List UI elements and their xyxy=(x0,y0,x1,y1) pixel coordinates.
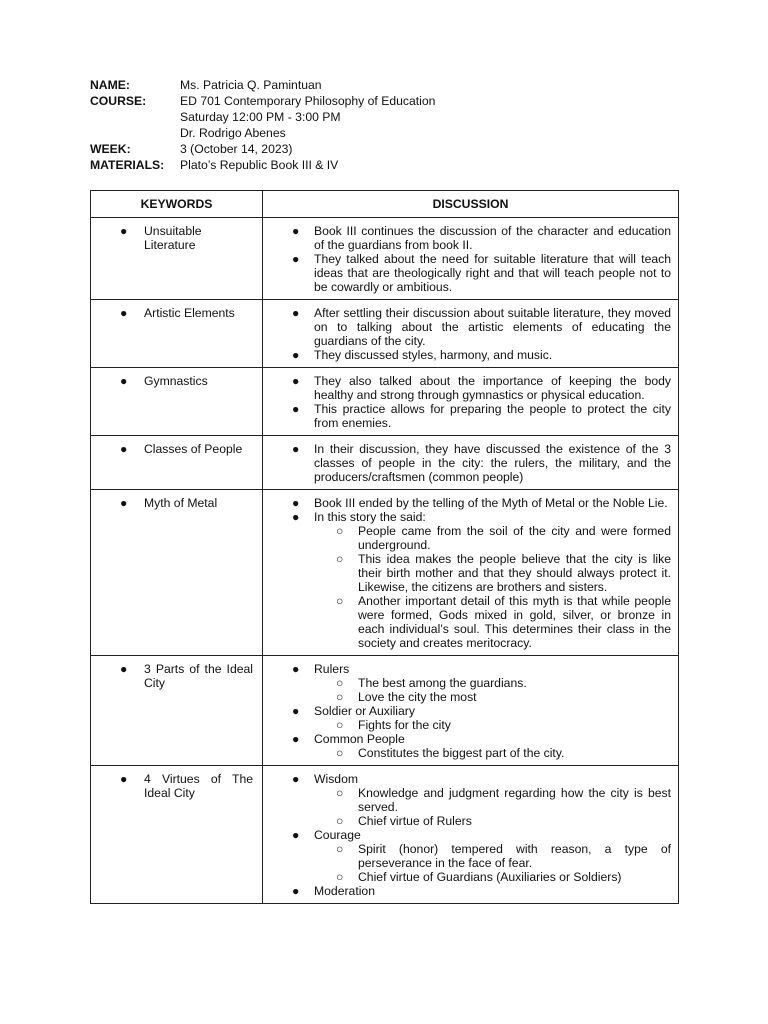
discussion-text: Book III continues the discussion of the character and education of the guardians from book II. xyxy=(314,224,671,252)
circle-bullet-icon: ○ xyxy=(336,594,344,608)
header-professor-row xyxy=(90,125,435,141)
name-label: NAME: xyxy=(90,78,130,92)
keyword-item xyxy=(92,657,261,694)
discussion-item xyxy=(292,884,671,898)
keyword-item xyxy=(92,369,261,392)
keyword-item xyxy=(92,767,261,804)
discussion-item xyxy=(292,402,671,430)
course-name: ED 701 Contemporary Philosophy of Education xyxy=(180,94,436,108)
discussion-subitem xyxy=(292,524,671,552)
course-schedule: Saturday 12:00 PM - 3:00 PM xyxy=(180,110,341,124)
bullet-icon: ● xyxy=(292,496,300,510)
bullet-icon: ● xyxy=(120,306,128,320)
bullet-icon: ● xyxy=(292,662,300,676)
discussion-list xyxy=(264,369,677,434)
bullet-icon: ● xyxy=(292,374,300,388)
circle-bullet-icon: ○ xyxy=(336,718,344,732)
discussion-text: Rulers xyxy=(314,662,350,676)
discussion-cell xyxy=(263,368,679,436)
header-course-row xyxy=(90,93,435,109)
bullet-icon: ● xyxy=(292,442,300,456)
discussion-text: This practice allows for preparing the people to protect the city from enemies. xyxy=(314,402,671,430)
keyword-cell xyxy=(91,766,263,904)
bullet-icon: ● xyxy=(292,732,300,746)
bullet-icon: ● xyxy=(120,374,128,388)
discussion-subtext: Spirit (honor) tempered with reason, a type of perseverance in the face of fear. xyxy=(358,842,671,870)
discussion-text: Book III ended by the telling of the Myth of Metal or the Noble Lie. xyxy=(314,496,668,510)
discussion-item xyxy=(292,496,671,510)
discussion-item xyxy=(292,662,671,676)
keyword-cell xyxy=(91,490,263,656)
bullet-icon: ● xyxy=(292,224,300,238)
discussion-subitem xyxy=(292,746,671,760)
circle-bullet-icon: ○ xyxy=(336,524,344,538)
discussion-subtext: Knowledge and judgment regarding how the city is best served. xyxy=(358,786,671,814)
discussion-cell xyxy=(263,490,679,656)
discussion-subitem xyxy=(292,870,671,884)
discussion-item xyxy=(292,224,671,252)
discussion-item xyxy=(292,374,671,402)
table-header-row xyxy=(91,191,679,218)
keyword-item xyxy=(92,301,261,324)
discussion-cell xyxy=(263,436,679,490)
discussion-item xyxy=(292,252,671,294)
discussion-text: They discussed styles, harmony, and music. xyxy=(314,348,553,362)
discussion-subitem xyxy=(292,814,671,828)
discussion-text: After settling their discussion about suitable literature, they moved on to talking about the artistic elements of educating the guardians of the city. xyxy=(314,306,671,348)
keyword-item xyxy=(92,219,261,256)
discussion-text: They talked about the need for suitable literature that will teach ideas that are theologically right and that will teach people not to be cowardly or ambitious. xyxy=(314,252,671,294)
bullet-icon: ● xyxy=(120,224,128,238)
discussion-item xyxy=(292,732,671,746)
discussion-item xyxy=(292,442,671,484)
discussion-subtext: People came from the soil of the city and were formed underground. xyxy=(358,524,671,552)
table-body xyxy=(91,218,679,904)
keyword-text: Gymnastics xyxy=(144,374,208,388)
discussion-subtext: Constitutes the biggest part of the city. xyxy=(358,746,565,760)
header-week-row xyxy=(90,141,435,157)
discussion-table xyxy=(90,190,679,904)
discussion-cell xyxy=(263,656,679,766)
table-row xyxy=(91,436,679,490)
keyword-text: Artistic Elements xyxy=(144,306,235,320)
bullet-icon: ● xyxy=(292,510,300,524)
keyword-text: 4 Virtues of The Ideal City xyxy=(144,772,253,800)
bullet-icon: ● xyxy=(292,252,300,266)
discussion-subitem xyxy=(292,786,671,814)
discussion-text: Common People xyxy=(314,732,405,746)
week-label: WEEK: xyxy=(90,142,131,156)
discussion-subtext: This idea makes the people believe that the city is like their birth mother and that they should always protect it. Likewise, the citizens are brothers and sisters. xyxy=(358,552,671,594)
discussion-subtext: Chief virtue of Rulers xyxy=(358,814,472,828)
discussion-subitem xyxy=(292,594,671,650)
keyword-cell xyxy=(91,436,263,490)
discussion-subtext: The best among the guardians. xyxy=(358,676,527,690)
bullet-icon: ● xyxy=(120,442,128,456)
keyword-text: Classes of People xyxy=(144,442,243,456)
circle-bullet-icon: ○ xyxy=(336,814,344,828)
bullet-icon: ● xyxy=(120,496,128,510)
keywords-column-header: KEYWORDS xyxy=(91,191,263,218)
header-materials-row xyxy=(90,157,435,173)
discussion-subtext: Love the city the most xyxy=(358,690,477,704)
discussion-text: Wisdom xyxy=(314,772,359,786)
discussion-item xyxy=(292,306,671,348)
professor-name: Dr. Rodrigo Abenes xyxy=(180,126,286,140)
bullet-icon: ● xyxy=(120,662,128,676)
discussion-subtext: Another important detail of this myth is that while people were formed, Gods mixed in gold, silver, or bronze in each individual’s soul. This determines their class in the society and creates meritocracy. xyxy=(358,594,671,650)
circle-bullet-icon: ○ xyxy=(336,746,344,760)
table-row xyxy=(91,656,679,766)
materials-value: Plato’s Republic Book III & IV xyxy=(180,158,339,172)
bullet-icon: ● xyxy=(292,348,300,362)
keyword-text: Unsuitable Literature xyxy=(144,224,202,252)
discussion-list xyxy=(264,767,677,902)
table-row xyxy=(91,218,679,300)
keyword-item xyxy=(92,491,261,514)
bullet-icon: ● xyxy=(292,704,300,718)
discussion-cell xyxy=(263,218,679,300)
discussion-column-header: DISCUSSION xyxy=(263,191,679,218)
discussion-text: They also talked about the importance of keeping the body healthy and strong through gymnastics or physical education. xyxy=(314,374,671,402)
discussion-subtext: Fights for the city xyxy=(358,718,451,732)
discussion-text: Soldier or Auxiliary xyxy=(314,704,415,718)
table-row xyxy=(91,368,679,436)
discussion-item xyxy=(292,828,671,842)
circle-bullet-icon: ○ xyxy=(336,786,344,800)
discussion-item xyxy=(292,772,671,786)
bullet-icon: ● xyxy=(292,884,300,898)
discussion-text: In their discussion, they have discussed the existence of the 3 classes of people in the city: the rulers, the military, and the producers/craftsmen (common people) xyxy=(314,442,671,484)
keyword-cell xyxy=(91,218,263,300)
discussion-subitem xyxy=(292,842,671,870)
document-header xyxy=(90,77,435,173)
bullet-icon: ● xyxy=(292,772,300,786)
student-name: Ms. Patricia Q. Pamintuan xyxy=(180,78,322,92)
keyword-cell xyxy=(91,656,263,766)
discussion-subitem xyxy=(292,676,671,690)
keyword-cell xyxy=(91,368,263,436)
discussion-cell xyxy=(263,766,679,904)
table-row xyxy=(91,490,679,656)
discussion-subitem xyxy=(292,552,671,594)
circle-bullet-icon: ○ xyxy=(336,690,344,704)
keyword-text: 3 Parts of the Ideal City xyxy=(144,662,253,690)
materials-label: MATERIALS: xyxy=(90,158,165,172)
discussion-item xyxy=(292,510,671,524)
circle-bullet-icon: ○ xyxy=(336,842,344,856)
header-name-row xyxy=(90,77,435,93)
discussion-subtext: Chief virtue of Guardians (Auxiliaries or Soldiers) xyxy=(358,870,622,884)
discussion-list xyxy=(264,491,677,654)
discussion-text: In this story the said: xyxy=(314,510,426,524)
table-row xyxy=(91,300,679,368)
bullet-icon: ● xyxy=(292,402,300,416)
discussion-list xyxy=(264,657,677,764)
discussion-list xyxy=(264,437,677,488)
discussion-item xyxy=(292,348,671,362)
table-row xyxy=(91,766,679,904)
discussion-item xyxy=(292,704,671,718)
discussion-list xyxy=(264,301,677,366)
circle-bullet-icon: ○ xyxy=(336,676,344,690)
discussion-text: Courage xyxy=(314,828,361,842)
circle-bullet-icon: ○ xyxy=(336,552,344,566)
discussion-cell xyxy=(263,300,679,368)
bullet-icon: ● xyxy=(292,828,300,842)
keyword-text: Myth of Metal xyxy=(144,496,218,510)
keyword-cell xyxy=(91,300,263,368)
bullet-icon: ● xyxy=(120,772,128,786)
week-value: 3 (October 14, 2023) xyxy=(180,142,293,156)
discussion-list xyxy=(264,219,677,298)
header-schedule-row xyxy=(90,109,435,125)
discussion-text: Moderation xyxy=(314,884,375,898)
discussion-subitem xyxy=(292,718,671,732)
keyword-item xyxy=(92,437,261,460)
course-label: COURSE: xyxy=(90,94,147,108)
circle-bullet-icon: ○ xyxy=(336,870,344,884)
discussion-subitem xyxy=(292,690,671,704)
bullet-icon: ● xyxy=(292,306,300,320)
